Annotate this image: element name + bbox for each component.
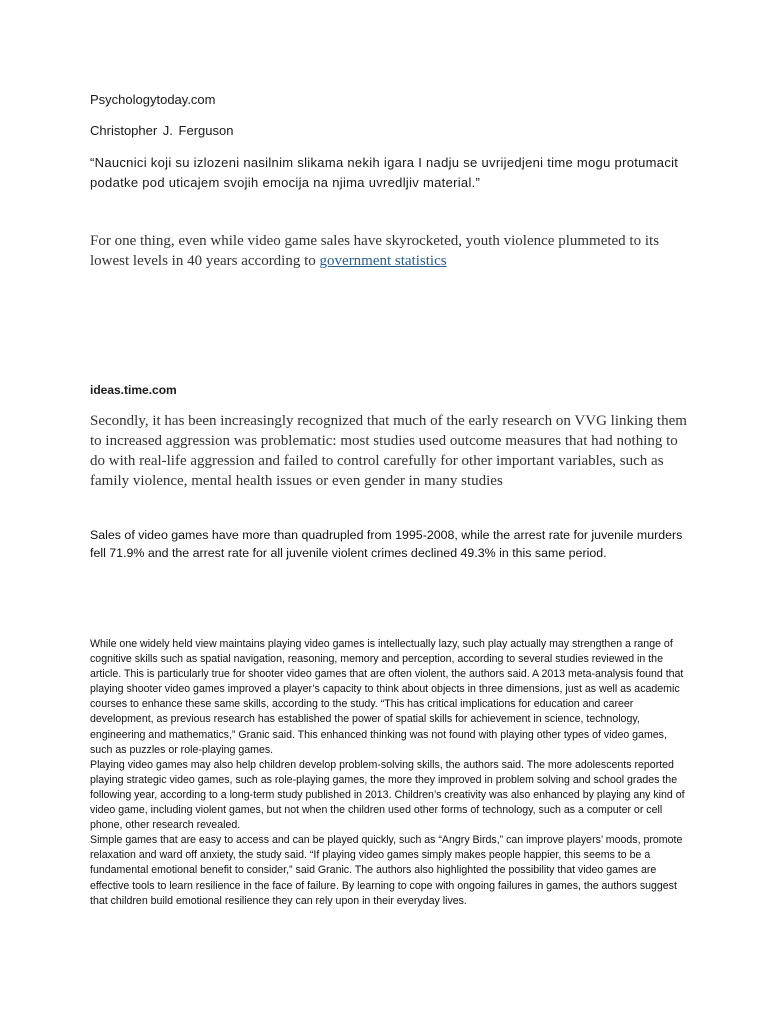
- excerpt-paragraph-emotional-benefits: Simple games that are easy to access and can be played quickly, such as “Angry Birds,” can improve players’ moods, promote relaxation and ward off anxiety, the study said. “If playing video games simply makes people happier, this seems to be a fundamental emotional benefit to consider,” said Granic. The authors also highlighted the possibility that video games are effective tools to learn resilience in the face of failure. By learning to cope with ongoing failures in games, the authors suggest that children build emotional resilience they can rely upon in their everyday lives.: [90, 834, 683, 907]
- paragraph-text: For one thing, even while video game sales have skyrocketed, youth violence plummeted to its lowest levels in 40 years according to: [90, 233, 660, 269]
- excerpt-paragraph-cognitive-skills: While one widely held view maintains playing video games is intellectually lazy, such play actually may strengthen a range of cognitive skills such as spatial navigation, reasoning, memory and perception, according to several studies reviewed in the article. This is particularly true for shooter video games that are often violent, the authors said. A 2013 meta-analysis found that playing shooter video games improved a player’s capacity to think about objects in three dimensions, just as well as academic courses to enhance these same skills, according to the study. “This has critical implications for education and career development, as previous research has established the power of spatial skills for achievement in science, technology, engineering and mathematics,” Granic said. This enhanced thinking was not found with playing other types of video games, such as puzzles or role-playing games.: [90, 638, 684, 756]
- paragraph-early-research: Secondly, it has been increasingly recognized that much of the early research on VVG linking them to increased aggression was problematic: most studies used outcome measures that had nothing to do with real-life aggression and failed to control carefully for other important variables, such as family violence, mental health issues or even gender in many studies: [90, 413, 687, 489]
- source-heading-ideas-time: ideas.time.com: [90, 383, 177, 397]
- paragraph-video-game-sales: [90, 231, 690, 271]
- source-heading-psychologytoday: Psychologytoday.com: [90, 92, 216, 107]
- quote-paragraph: “Naucnici koji su izlozeni nasilnim slikama nekih igara I nadju se uvrijedjeni time mogu protumacit podatke pod uticajem svojih emocija na njima uvredljiv material.”: [90, 155, 679, 190]
- excerpt-paragraph-problem-solving: Playing video games may also help children develop problem-solving skills, the authors said. The more adolescents reported playing strategic video games, such as role-playing games, the more they improved in problem solving and school grades the following year, according to a long-term study published in 2013. Children’s creativity was also enhanced by playing any kind of video game, including violent games, but not when the children used other forms of technology, such as a computer or cell phone, other research revealed.: [90, 758, 685, 832]
- paragraph-arrest-rates: Sales of video games have more than quadrupled from 1995-2008, while the arrest rate for juvenile murders fell 71.9% and the arrest rate for all juvenile violent crimes declined 49.3% in this same period.: [90, 528, 683, 560]
- government-statistics-link[interactable]: government statistics: [319, 253, 447, 269]
- author-name: Christopher J. Ferguson: [90, 123, 234, 138]
- article-excerpt: [90, 637, 690, 909]
